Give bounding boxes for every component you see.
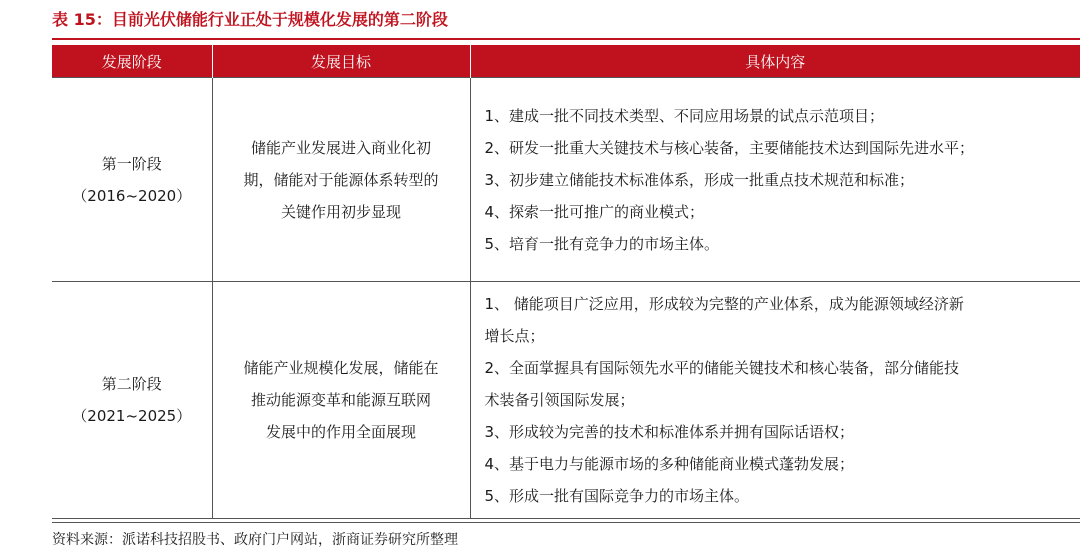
goal-line: 储能产业规模化发展，储能在 [243, 359, 439, 377]
table-header-row [52, 45, 1080, 78]
table-title: 表 15：目前光伏储能行业正处于规模化发展的第二阶段 [52, 10, 448, 29]
goal-line: 推动能源变革和能源互联网 [250, 391, 431, 409]
stage-cell [52, 78, 212, 282]
goal-line: 发展中的作用全面展现 [265, 423, 416, 441]
header-stage: 发展阶段 [52, 45, 212, 78]
stage-period: （2016~2020） [72, 186, 192, 205]
title-divider [52, 38, 1080, 40]
content-line: 3、初步建立储能技术标准体系，形成一批重点技术规范和标准； [484, 170, 915, 189]
source-note: 资料来源：派诺科技招股书、政府门户网站，浙商证券研究所整理 [52, 532, 458, 548]
content-line: 3、形成较为完善的技术和标准体系并拥有国际话语权； [484, 423, 855, 441]
table-row [52, 282, 1080, 519]
development-stages-table [52, 45, 1080, 519]
stage-name: 第二阶段 [101, 375, 162, 393]
content-line: 术装备引领国际发展； [484, 391, 635, 409]
goal-cell [212, 282, 470, 519]
content-line: 5、形成一批有国际竞争力的市场主体。 [484, 487, 750, 505]
goal-line: 储能产业发展进入商业化初 [250, 138, 431, 157]
content-line: 4、探索一批可推广的商业模式； [484, 202, 705, 221]
content-line: 2、研发一批重大关键技术与核心装备，主要储能技术达到国际先进水平； [484, 138, 975, 157]
stage-period: （2021~2025） [72, 407, 192, 425]
table-bottom-rule [52, 522, 1080, 523]
goal-cell [212, 78, 470, 282]
table-row [52, 78, 1080, 282]
content-line: 1、建成一批不同技术类型、不同应用场景的试点示范项目； [484, 106, 885, 125]
stage-name: 第一阶段 [101, 154, 162, 173]
content-cell [470, 282, 1080, 519]
header-goal: 发展目标 [212, 45, 470, 78]
header-content: 具体内容 [470, 45, 1080, 78]
content-line: 5、培育一批有竞争力的市场主体。 [484, 234, 720, 253]
content-line: 增长点； [484, 327, 545, 345]
content-cell [470, 78, 1080, 282]
goal-line: 期，储能对于能源体系转型的 [243, 170, 439, 189]
stage-cell [52, 282, 212, 519]
content-line: 2、全面掌握具有国际领先水平的储能关键技术和核心装备，部分储能技 [484, 359, 960, 377]
content-line: 1、 储能项目广泛应用，形成较为完整的产业体系，成为能源领域经济新 [484, 295, 964, 313]
goal-line: 关键作用初步显现 [280, 202, 401, 221]
content-line: 4、基于电力与能源市场的多种储能商业模式蓬勃发展； [484, 455, 855, 473]
